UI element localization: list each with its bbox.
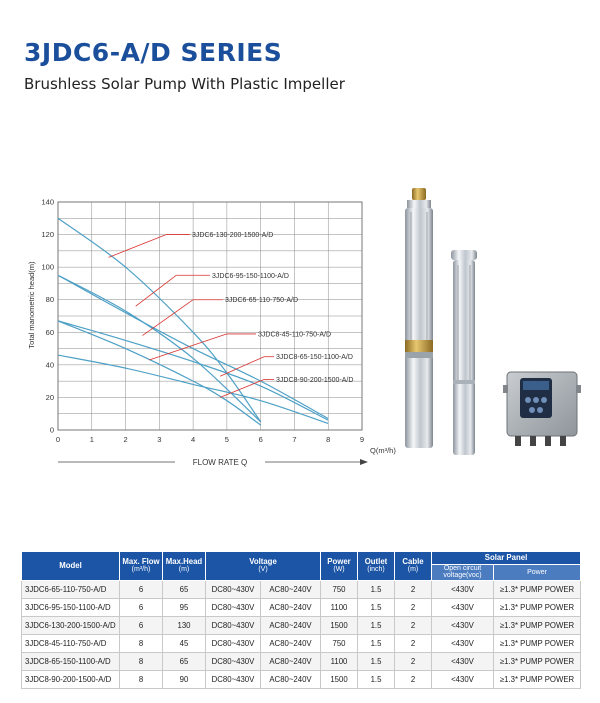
header-solar-panel: Solar Panel (432, 552, 581, 565)
cell-panel: ≥1.3* PUMP POWER (494, 652, 581, 670)
cell-outlet: 1.5 (358, 616, 395, 634)
cell-dc: DC80~430V (206, 580, 261, 598)
y-tick-label: 80 (45, 295, 54, 305)
x-tick-label: 8 (326, 435, 331, 444)
cell-panel: ≥1.3* PUMP POWER (494, 598, 581, 616)
series-label: 3JDC8-90-200-1500-A/D (276, 377, 354, 385)
y-tick-label: 120 (41, 230, 54, 240)
spec-table (21, 551, 581, 689)
flow-rate-axis (58, 458, 368, 467)
cell-power: 750 (321, 580, 358, 598)
x-tick-label: 3 (157, 435, 162, 444)
y-axis-label: Total manometric head(m) (27, 261, 36, 349)
x-tick-label: 4 (191, 435, 196, 444)
cell-panel: ≥1.3* PUMP POWER (494, 670, 581, 688)
cell-flow: 8 (120, 652, 163, 670)
x-tick-label: 5 (224, 435, 229, 444)
x-axis-unit-label: Q(m³/h) (370, 446, 396, 455)
header-max-flow: Max. Flow (m³/h) (120, 552, 163, 581)
cell-ac: AC80~240V (261, 598, 321, 616)
cell-power: 1500 (321, 616, 358, 634)
cell-outlet: 1.5 (358, 652, 395, 670)
cell-ac: AC80~240V (261, 634, 321, 652)
table-row (22, 652, 581, 670)
cell-power: 750 (321, 634, 358, 652)
page-title: 3JDC6-A/D SERIES (24, 38, 283, 67)
cell-head: 95 (163, 598, 206, 616)
cell-model: 3JDC6-95-150-1100-A/D (22, 598, 120, 616)
x-tick-label: 0 (55, 435, 61, 444)
header-max-head: Max.Head (m) (163, 552, 206, 581)
cell-ac: AC80~240V (261, 652, 321, 670)
series-label: 3JDC8-65-150-1100-A/D (276, 354, 353, 362)
submersible-pump-icon (451, 250, 477, 455)
cell-outlet: 1.5 (358, 598, 395, 616)
header-power: Power (W) (321, 552, 358, 581)
x-axis-label: FLOW RATE Q (192, 458, 248, 467)
table-row (22, 598, 581, 616)
x-tick-label: 6 (258, 435, 263, 444)
cell-ac: AC80~240V (261, 616, 321, 634)
cell-voc: <430V (432, 670, 494, 688)
cell-model: 3JDC8-65-150-1100-A/D (22, 652, 120, 670)
cell-panel: ≥1.3* PUMP POWER (494, 580, 581, 598)
cell-voc: <430V (432, 634, 494, 652)
series-label: 3JDC8-45-110-750-A/D (258, 331, 332, 339)
x-tick-label: 9 (359, 435, 365, 444)
cell-cable: 2 (395, 652, 432, 670)
header-cable: Cable (m) (395, 552, 432, 581)
pump-controller-icon (503, 372, 581, 446)
y-tick-label: 60 (45, 327, 54, 337)
cell-model: 3JDC8-90-200-1500-A/D (22, 670, 120, 688)
cell-power: 1500 (321, 670, 358, 688)
table-row (22, 634, 581, 652)
cell-dc: DC80~430V (206, 616, 261, 634)
cell-head: 65 (163, 652, 206, 670)
cell-model: 3JDC6-65-110-750-A/D (22, 580, 120, 598)
series-label: 3JDC6-130-200-1500-A/D (192, 232, 274, 240)
cell-head: 130 (163, 616, 206, 634)
cell-ac: AC80~240V (261, 580, 321, 598)
y-tick-label: 40 (45, 360, 54, 370)
cell-dc: DC80~430V (206, 598, 261, 616)
submersible-pump-icon (405, 188, 433, 448)
product-image (395, 180, 590, 470)
performance-chart (20, 190, 396, 480)
x-tick-label: 1 (89, 435, 94, 444)
cell-power: 1100 (321, 652, 358, 670)
y-tick-label: 100 (41, 262, 54, 272)
cell-flow: 6 (120, 598, 163, 616)
cell-cable: 2 (395, 580, 432, 598)
y-tick-label: 0 (49, 425, 54, 435)
x-tick-label: 7 (292, 435, 297, 444)
cell-outlet: 1.5 (358, 634, 395, 652)
cell-cable: 2 (395, 598, 432, 616)
cell-ac: AC80~240V (261, 670, 321, 688)
series-label: 3JDC6-95-150-1100-A/D (212, 272, 289, 280)
header-model: Model (22, 552, 120, 581)
cell-flow: 6 (120, 580, 163, 598)
cell-voc: <430V (432, 598, 494, 616)
cell-power: 1100 (321, 598, 358, 616)
cell-cable: 2 (395, 634, 432, 652)
cell-outlet: 1.5 (358, 580, 395, 598)
cell-head: 65 (163, 580, 206, 598)
header-panel-power: Power (494, 565, 581, 581)
table-row (22, 670, 581, 688)
header-outlet: Outlet (inch) (358, 552, 395, 581)
page-subtitle: Brushless Solar Pump With Plastic Impeller (24, 75, 345, 93)
cell-voc: <430V (432, 616, 494, 634)
cell-cable: 2 (395, 616, 432, 634)
cell-voc: <430V (432, 652, 494, 670)
x-tick-label: 2 (123, 435, 128, 444)
header-voltage: Voltage (V) (206, 552, 321, 581)
series-label: 3JDC6-65-110-750-A/D (225, 297, 299, 305)
cell-head: 90 (163, 670, 206, 688)
cell-dc: DC80~430V (206, 670, 261, 688)
cell-flow: 6 (120, 616, 163, 634)
cell-cable: 2 (395, 670, 432, 688)
table-row (22, 580, 581, 598)
cell-flow: 8 (120, 670, 163, 688)
cell-dc: DC80~430V (206, 634, 261, 652)
cell-panel: ≥1.3* PUMP POWER (494, 616, 581, 634)
cell-flow: 8 (120, 634, 163, 652)
y-tick-label: 140 (41, 197, 54, 207)
cell-voc: <430V (432, 580, 494, 598)
header-open-circuit: Open circuit voltage(voc) (432, 565, 494, 581)
y-tick-label: 20 (45, 392, 54, 402)
cell-head: 45 (163, 634, 206, 652)
cell-panel: ≥1.3* PUMP POWER (494, 634, 581, 652)
table-row (22, 616, 581, 634)
cell-model: 3JDC8-45-110-750-A/D (22, 634, 120, 652)
cell-outlet: 1.5 (358, 670, 395, 688)
cell-model: 3JDC6-130-200-1500-A/D (22, 616, 120, 634)
cell-dc: DC80~430V (206, 652, 261, 670)
